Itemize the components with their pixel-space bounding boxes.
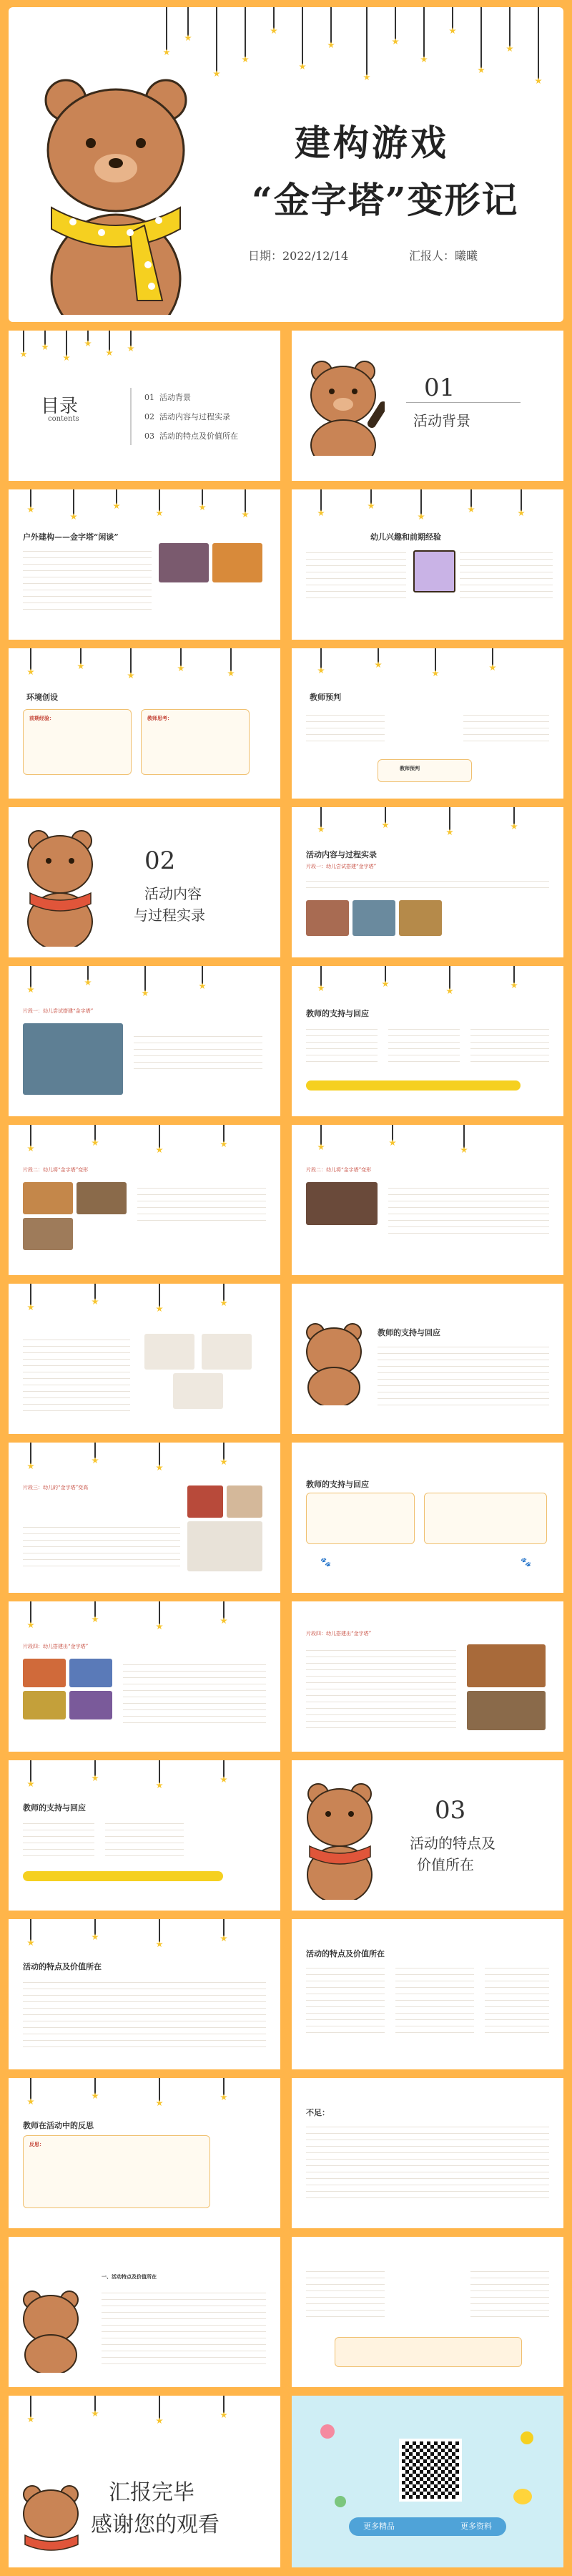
toc-heading-en: contents (48, 415, 79, 423)
activity-photo (306, 1182, 378, 1225)
fragment-heading: 片段四：幼儿搭建出“金字塔” (306, 1631, 372, 1636)
slide-body-placeholder (395, 1962, 474, 2034)
cover-title-line2: “金字塔”变形记 (252, 179, 519, 221)
slide-body-placeholder (470, 1023, 549, 1066)
slide-fragment-3 (9, 1284, 280, 1434)
toc-item[interactable]: 02 活动内容与过程实录 (144, 412, 230, 421)
fragment-heading: 片段三：幼儿的“金字塔”变高 (23, 1485, 89, 1491)
toc-item[interactable]: 01 活动背景 (144, 393, 191, 402)
hanging-stars-decoration (9, 331, 280, 374)
activity-photo (23, 1182, 73, 1214)
slide-title: 活动的特点及价值所在 (23, 1962, 102, 1971)
slide-title: 幼儿兴趣和前期经验 (370, 532, 441, 542)
interest-box: 前期经验： (23, 709, 132, 775)
drawing-photo (202, 1334, 252, 1370)
cover-title-line1: 建构游戏 (295, 122, 449, 164)
hanging-stars-decoration (292, 966, 563, 1009)
slide-background-talk (9, 489, 280, 640)
flower-decoration (521, 2431, 533, 2444)
slide-body-placeholder (306, 1644, 456, 1730)
slide-body-placeholder (123, 1659, 266, 1723)
slide-teacher-support-3 (292, 1443, 563, 1593)
slide-final-notes (292, 2237, 563, 2387)
slide-features-1 (9, 1919, 280, 2069)
activity-photo (306, 900, 349, 936)
slide-fragment-1 (9, 966, 280, 1116)
slide-title: 户外建构——金字塔“闲谈” (23, 532, 119, 542)
slide-title: 环境创设 (26, 693, 58, 702)
slide-body-placeholder (102, 2287, 266, 2366)
activity-photo (69, 1691, 112, 1719)
slide-environment (9, 648, 280, 799)
slide-fragment-2b (292, 1125, 563, 1275)
section-title: 活动背景 (413, 412, 470, 429)
ending-slide (9, 2396, 280, 2567)
scarf-ribbon-decoration (23, 1871, 223, 1881)
slide-interest-experience (292, 489, 563, 640)
hanging-stars-decoration (292, 489, 563, 532)
slide-body-placeholder (105, 1818, 184, 1860)
activity-photo (187, 1521, 262, 1571)
promo-slide (292, 2396, 563, 2567)
slide-body-placeholder (306, 709, 385, 745)
toc-heading: 目录 (41, 396, 79, 417)
hanging-stars-decoration (9, 1284, 280, 1327)
summary-box (335, 2337, 522, 2367)
slide-title: 教师的支持与回应 (23, 1803, 86, 1813)
slide-title: 教师预判 (310, 693, 341, 702)
slide-title: 活动内容与过程实录 (306, 850, 377, 859)
hanging-stars-decoration (292, 1125, 563, 1168)
slide-fragment-5 (9, 1601, 280, 1752)
hanging-stars-decoration (9, 2078, 280, 2121)
slide-process-record (292, 807, 563, 957)
slide-body-placeholder (23, 545, 152, 610)
fragment-heading: 片段二：幼儿将“金字塔”变形 (23, 1167, 89, 1173)
slide-features-2 (292, 1919, 563, 2069)
slide-shortcomings (292, 2078, 563, 2228)
promo-banner[interactable]: 更多精品 更多资料 (349, 2517, 506, 2536)
section-03-slide (292, 1760, 563, 1911)
activity-photo (187, 1485, 223, 1518)
duck-decoration (513, 2489, 532, 2504)
activity-photo (467, 1691, 546, 1730)
slide-title: 教师在活动中的反思 (23, 2121, 94, 2130)
toc-item[interactable]: 03 活动的特点及价值所在 (144, 431, 238, 441)
slide-body-placeholder (306, 1962, 385, 2034)
activity-photo (399, 900, 442, 936)
thinking-box: 教师思考： (141, 709, 250, 775)
bear-with-scarf-illustration (19, 2482, 84, 2567)
section-number: 02 (144, 847, 176, 875)
activity-photo (212, 543, 262, 582)
bear-waving-illustration (306, 356, 385, 456)
slide-body-placeholder (388, 1182, 549, 1239)
cover-date: 日期：2022/12/14 (248, 249, 349, 263)
activity-photo (69, 1659, 112, 1687)
hanging-stars-decoration (9, 1760, 280, 1803)
slide-title: 不足： (306, 2108, 330, 2117)
slide-title: 教师的支持与回应 (378, 1328, 440, 1337)
slide-title: 教师的支持与回应 (306, 1009, 369, 1018)
activity-photo (352, 900, 395, 936)
scarf-ribbon-decoration (306, 1080, 521, 1091)
qr-code[interactable] (399, 2439, 462, 2502)
slide-body-placeholder (306, 875, 549, 893)
section-title-line2: 价值所在 (417, 1856, 474, 1873)
section-02-slide (9, 807, 280, 957)
slide-teacher-prejudge (292, 648, 563, 799)
prejudge-badge: 教师预判 (378, 759, 472, 782)
bear-with-scarf-illustration (23, 825, 102, 947)
cover-reporter: 汇报人：曦曦 (409, 249, 478, 263)
paw-icon: 🐾 (521, 1557, 531, 1567)
ending-line2: 感谢您的观看 (91, 2512, 220, 2537)
section-title-line1: 活动的特点及 (410, 1835, 495, 1852)
hanging-stars-decoration (9, 1919, 280, 1962)
slide-teacher-support-1 (292, 966, 563, 1116)
slide-teacher-reflection (9, 2078, 280, 2228)
slide-title: 活动的特点及价值所在 (306, 1949, 385, 1958)
hanging-stars-decoration (9, 2396, 280, 2439)
slide-teacher-support-2 (292, 1284, 563, 1434)
paw-icon: 🐾 (320, 1557, 331, 1567)
support-box (306, 1493, 415, 1544)
ending-line1: 汇报完毕 (109, 2480, 194, 2505)
slide-body-placeholder (306, 547, 406, 604)
slide-fragment-2 (9, 1125, 280, 1275)
slide-body-placeholder (306, 2265, 385, 2323)
slide-body-placeholder (23, 1818, 94, 1860)
activity-photo (23, 1691, 66, 1719)
slide-body-placeholder (388, 1023, 460, 1066)
hanging-stars-decoration (9, 1443, 280, 1485)
hanging-stars-decoration (9, 966, 280, 1009)
slide-body-placeholder (306, 1023, 378, 1066)
activity-photo (23, 1023, 123, 1095)
slide-fragment-4 (9, 1443, 280, 1593)
slide-body-placeholder (470, 2265, 549, 2323)
activity-photo (77, 1182, 127, 1214)
activity-photo (159, 543, 209, 582)
fragment-heading: 片段一：幼儿尝试搭建“金字塔” (23, 1008, 94, 1014)
slide-title: 教师的支持与回应 (306, 1480, 369, 1489)
fragment-heading: 片段一：幼儿尝试搭建“金字塔” (306, 864, 377, 869)
slide-body-placeholder (378, 1341, 549, 1405)
drawing-photo (144, 1334, 194, 1370)
slide-body-placeholder (134, 1030, 262, 1073)
bear-sitting-illustration (302, 1319, 367, 1405)
advantage-heading: 一、活动特点及价值所在 (102, 2273, 157, 2280)
toc-slide (9, 331, 280, 481)
slide-fragment-5b (292, 1601, 563, 1752)
section-01-slide (292, 331, 563, 481)
slide-body-placeholder (23, 1334, 130, 1413)
slide-teacher-support-4 (9, 1760, 280, 1911)
bear-with-scarf-illustration (302, 1778, 381, 1900)
bear-in-box-illustration (413, 550, 455, 592)
activity-photo (23, 1218, 73, 1250)
drawing-photo (173, 1373, 223, 1409)
fragment-heading: 片段四：幼儿搭建出“金字塔” (23, 1644, 89, 1649)
activity-photo (467, 1644, 546, 1687)
slide-body-placeholder (485, 1962, 549, 2034)
support-box (424, 1493, 547, 1544)
slide-body-placeholder (463, 709, 549, 745)
section-number: 03 (435, 1796, 466, 1825)
slide-body-placeholder (23, 1521, 180, 1571)
cover-slide (9, 7, 563, 322)
slide-body-placeholder (23, 1976, 266, 2048)
hanging-stars-decoration (292, 648, 563, 691)
section-number: 01 (424, 374, 455, 402)
activity-photo (23, 1659, 66, 1687)
section-title-line2: 与过程实录 (134, 907, 205, 924)
section-title-line1: 活动内容 (144, 885, 202, 902)
hanging-stars-decoration (9, 648, 280, 691)
hanging-stars-decoration (292, 807, 563, 850)
slide-body-placeholder (306, 2121, 549, 2200)
activity-photo (227, 1485, 262, 1518)
hanging-stars-decoration (9, 1125, 280, 1168)
hanging-stars-decoration (9, 489, 280, 532)
hanging-stars-decoration (9, 1601, 280, 1644)
slide-advantages (9, 2237, 280, 2387)
bear-sitting-illustration (19, 2287, 84, 2373)
slide-body-placeholder (460, 547, 553, 604)
flower-decoration (320, 2424, 335, 2439)
slide-body-placeholder (137, 1182, 266, 1225)
fragment-heading: 片段二：幼儿将“金字塔”变形 (306, 1167, 372, 1173)
reflection-box: 反思： (23, 2135, 210, 2208)
bear-with-scarf-illustration (37, 72, 194, 315)
flower-decoration (335, 2496, 346, 2507)
